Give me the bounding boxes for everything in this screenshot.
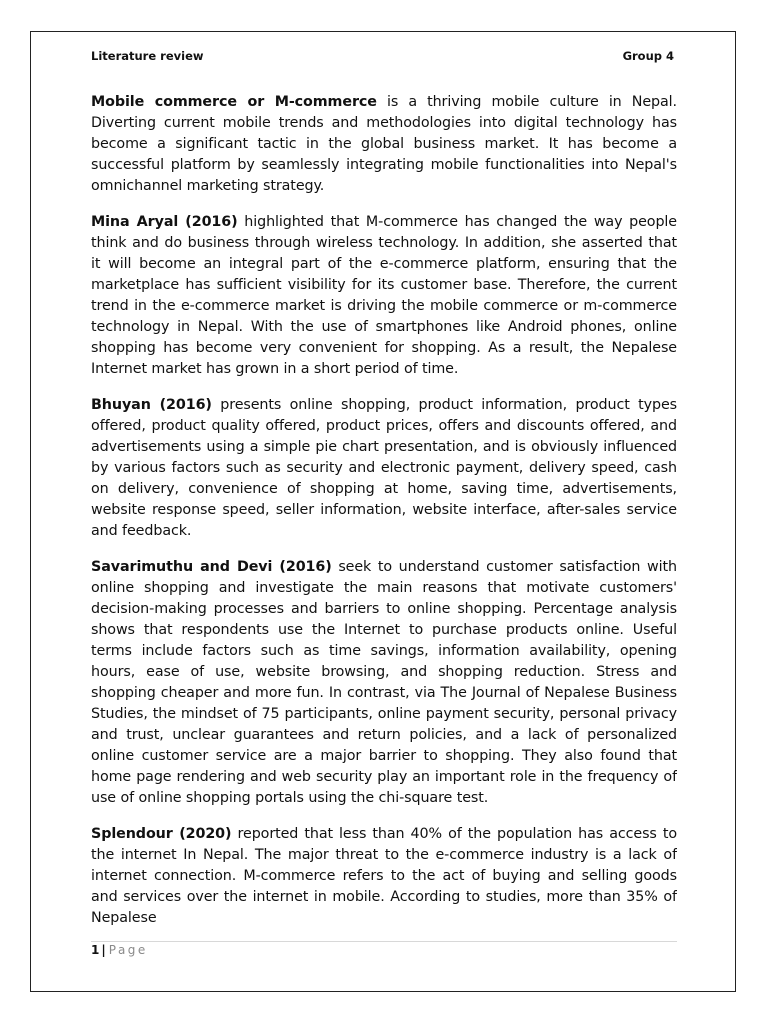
paragraph-lead: Splendour (2020) [91,826,232,842]
footer-divider [91,941,677,942]
footer-separator: | [101,943,106,957]
paragraph-savarimuthu-devi [91,557,677,809]
page-footer [91,943,148,957]
page-number: 1 [91,943,100,957]
header-title: Literature review [91,49,204,63]
paragraph-text: reported that less than 40% of the population has access to the internet In Nepal. The major threat to the e-commerce industry is a lack of internet connection. M-commerce refers to the act of buying and selling goods and services over the internet in mobile. According to studies, more than 35% of Nepalese [91,826,677,926]
paragraph-text: highlighted that M-commerce has changed the way people think and do business through wireless technology. In addition, she asserted that it will become an integral part of the e-commerce platform, ensuring that the marketplace has sufficient visibility for its customer base. Therefore, the current trend in the e-commerce market is driving the mobile commerce or m-commerce technology in Nepal. With the use of smartphones like Android phones, online shopping has become very convenient for shopping. As a result, the Nepalese Internet market has grown in a short period of time. [91,214,677,377]
paragraph-lead: Mina Aryal (2016) [91,214,238,230]
paragraph-splendour [91,824,677,929]
paragraph-mcommerce [91,92,677,197]
page-header [91,49,674,67]
paragraph-lead: Bhuyan (2016) [91,397,212,413]
paragraph-bhuyan [91,395,677,542]
header-group: Group 4 [622,49,674,63]
paragraph-text: seek to understand customer satisfaction with online shopping and investigate the main reasons that motivate customers' decision-making processes and barriers to online shopping. Percentage analysis shows that respondents use the Internet to purchase products online. Useful terms include factors such as time savings, information availability, opening hours, ease of use, website browsing, and shopping reduction. Stress and shopping cheaper and more fun. In contrast, via The Journal of Nepalese Business Studies, the mindset of 75 participants, online payment security, personal privacy and trust, unclear guarantees and return policies, and a lack of personalized online customer service are a major barrier to shopping. They also found that home page rendering and web security play an important role in the frequency of use of online shopping portals using the chi-square test. [91,559,677,806]
paragraph-lead: Savarimuthu and Devi (2016) [91,559,332,575]
paragraph-mina-aryal [91,212,677,380]
paragraph-text: is a thriving mobile culture in Nepal. Diverting current mobile trends and methodologies into digital technology has become a significant tactic in the global business market. It has become a successful platform by seamlessly integrating mobile functionalities into Nepal's omnichannel marketing strategy. [91,94,677,194]
document-page [30,31,736,992]
paragraph-lead: Mobile commerce or M-commerce [91,94,377,110]
document-body [91,92,677,942]
page-label: Page [108,943,148,957]
paragraph-text: presents online shopping, product information, product types offered, product quality offered, product prices, offers and discounts offered, and advertisements using a simple pie chart presentation, and is obviously influenced by various factors such as security and electronic payment, delivery speed, cash on delivery, convenience of shopping at home, saving time, advertisements, website response speed, seller information, website interface, after-sales service and feedback. [91,397,677,539]
